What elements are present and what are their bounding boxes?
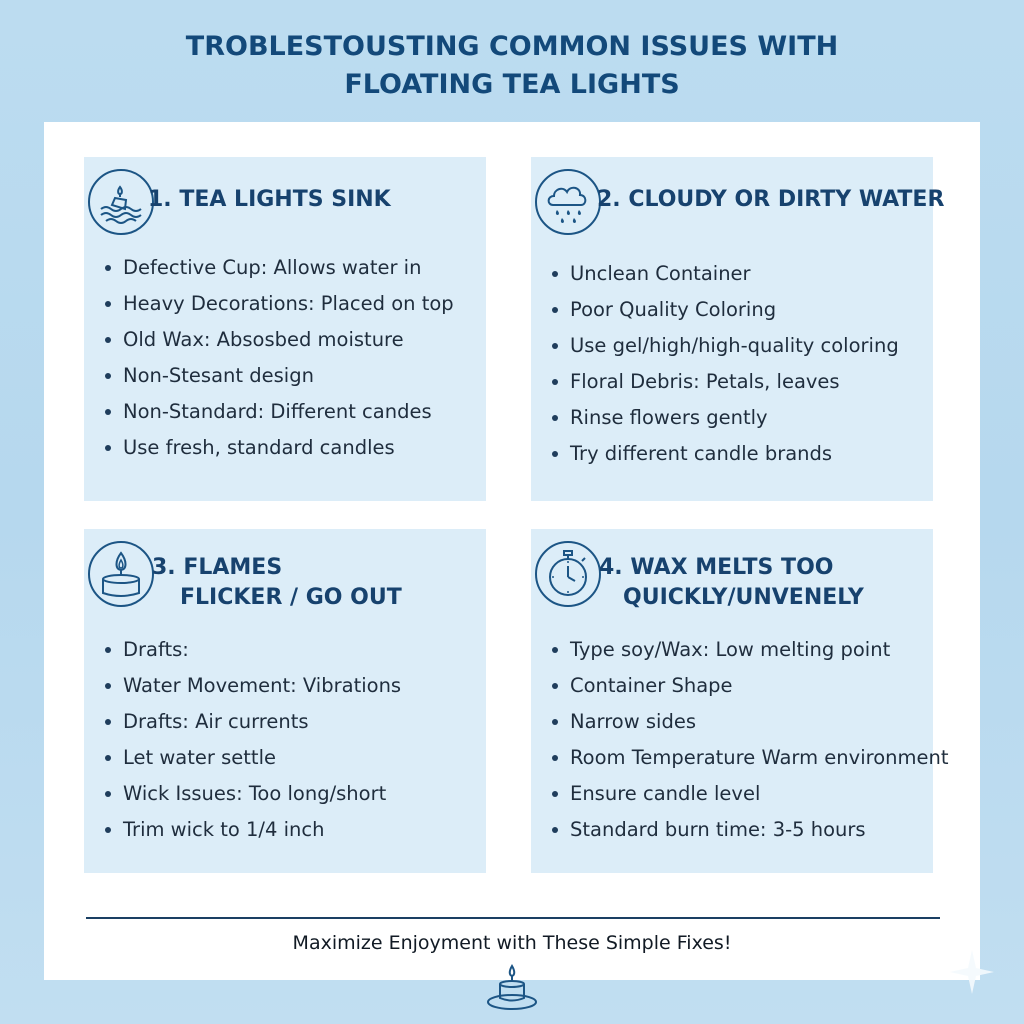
list-item: Let water settle bbox=[104, 740, 401, 776]
list-item: Poor Quality Coloring bbox=[551, 292, 899, 328]
section-title-line-1: 3. FLAMES bbox=[152, 555, 283, 580]
list-item: Narrow sides bbox=[551, 704, 949, 740]
list-item: Wick Issues: Too long/short bbox=[104, 776, 401, 812]
list-item: Standard burn time: 3-5 hours bbox=[551, 812, 949, 848]
list-item: Drafts: Air currents bbox=[104, 704, 401, 740]
list-item: Non-Stesant design bbox=[104, 358, 454, 394]
list-item: Container Shape bbox=[551, 668, 949, 704]
list-item: Non-Standard: Different candes bbox=[104, 394, 454, 430]
footer-tagline: Maximize Enjoyment with These Simple Fixes! bbox=[292, 932, 732, 954]
section-title bbox=[597, 185, 944, 215]
section-title bbox=[599, 553, 864, 613]
list-item: Water Movement: Vibrations bbox=[104, 668, 401, 704]
list-item: Try different candle brands bbox=[551, 436, 899, 472]
content-card bbox=[44, 122, 980, 980]
list-item: Old Wax: Absosbed moisture bbox=[104, 322, 454, 358]
section-title bbox=[148, 185, 391, 215]
list-item: Type soy/Wax: Low melting point bbox=[551, 632, 949, 668]
list-item: Defective Cup: Allows water in bbox=[104, 250, 454, 286]
section-wax-melts bbox=[531, 529, 949, 873]
section-item-list bbox=[551, 632, 949, 848]
section-tea-lights-sink bbox=[84, 157, 486, 501]
section-title bbox=[152, 553, 402, 613]
section-flames-flicker bbox=[84, 529, 486, 873]
rain-cloud-icon bbox=[533, 167, 603, 237]
section-title-line-1: 4. WAX MELTS TOO bbox=[599, 555, 834, 580]
list-item: Rinse flowers gently bbox=[551, 400, 899, 436]
page-title bbox=[0, 28, 1024, 104]
stopwatch-icon bbox=[533, 539, 603, 609]
list-item: Heavy Decorations: Placed on top bbox=[104, 286, 454, 322]
list-item: Floral Debris: Petals, leaves bbox=[551, 364, 899, 400]
list-item: Trim wick to 1/4 inch bbox=[104, 812, 401, 848]
list-item: Use fresh, standard candles bbox=[104, 430, 454, 466]
section-title-line-1: 2. CLOUDY OR DIRTY WATER bbox=[597, 187, 945, 212]
page-title-line-1: TROBLESTOUSTING COMMON ISSUES WITH bbox=[185, 31, 839, 62]
section-item-list bbox=[104, 632, 401, 848]
candle-flame-icon bbox=[86, 539, 156, 609]
sinking-candle-icon bbox=[86, 167, 156, 237]
list-item: Unclean Container bbox=[551, 256, 899, 292]
list-item: Drafts: bbox=[104, 632, 401, 668]
list-item: Room Temperature Warm environment bbox=[551, 740, 949, 776]
list-item: Use gel/high/high-quality coloring bbox=[551, 328, 899, 364]
page-title-line-2: FLOATING TEA LIGHTS bbox=[344, 69, 680, 100]
section-item-list bbox=[551, 256, 899, 472]
sparkle-icon bbox=[948, 948, 996, 996]
footer-divider bbox=[86, 917, 940, 919]
list-item: Ensure candle level bbox=[551, 776, 949, 812]
section-title-line-1: 1. TEA LIGHTS SINK bbox=[148, 187, 391, 212]
floating-candle-icon bbox=[484, 962, 540, 1018]
section-item-list bbox=[104, 250, 454, 466]
section-title-line-2: QUICKLY/UNVENELY bbox=[623, 585, 864, 610]
section-title-line-2: FLICKER / GO OUT bbox=[180, 585, 402, 610]
section-cloudy-water bbox=[531, 157, 945, 501]
